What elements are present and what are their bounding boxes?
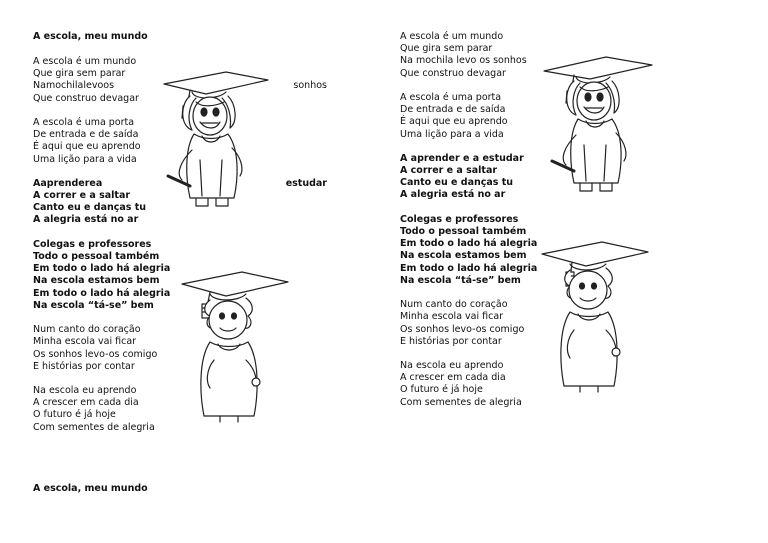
verse-line: Canto eu e danças tu xyxy=(33,202,147,214)
verse-line: Em todo o lado há alegria xyxy=(400,238,538,250)
verse-line: E histórias por contar xyxy=(33,360,135,372)
verse-line: Colegas e professores xyxy=(400,213,519,225)
verse-word: Na xyxy=(33,80,46,92)
verse-word: levo xyxy=(83,80,104,92)
verse-line: Minha escola vai ficar xyxy=(400,311,504,323)
verse-line: É aqui que eu aprendo xyxy=(33,141,141,153)
stanza-3 xyxy=(400,153,537,202)
verse-line: A escola é um mundo xyxy=(400,31,504,42)
verse-line: A aprender e a estudar xyxy=(400,152,524,164)
verse-line: Na escola “tá-se” bem xyxy=(400,274,521,286)
stanza-4 xyxy=(400,214,537,287)
verse-line: A correr e a saltar xyxy=(33,190,131,202)
verse-line: A alegria está no ar xyxy=(400,189,506,201)
verse-line: Na escola “tá-se” bem xyxy=(33,299,154,311)
verse-line: A escola é uma porta xyxy=(400,91,502,103)
verse-line: Minha escola vai ficar xyxy=(33,336,137,348)
verse-line: Com sementes de alegria xyxy=(33,421,155,433)
verse-line: Os sonhos levo-os comigo xyxy=(400,323,525,335)
verse-line: Num canto do coração xyxy=(33,324,141,336)
verse-word: A xyxy=(33,177,41,189)
verse-line: É aqui que eu aprendo xyxy=(400,116,508,128)
verse-line: A escola é uma porta xyxy=(33,116,135,128)
verse-line: Em todo o lado há alegria xyxy=(33,263,171,275)
graduate-girl-illustration xyxy=(156,70,286,210)
verse-line: E histórias por contar xyxy=(400,335,502,347)
verse-line: Todo o pessoal também xyxy=(400,226,527,237)
verse-line: Que gira sem parar xyxy=(400,43,493,55)
verse-line: Na escola estamos bem xyxy=(33,275,160,287)
footer-title: A escola, meu mundo xyxy=(33,483,148,494)
verse-line: A escola é um mundo xyxy=(33,56,137,67)
verse-line: Canto eu e danças tu xyxy=(400,177,514,189)
verse-line: Na escola eu aprendo xyxy=(400,360,504,372)
graduate-boy-illustration xyxy=(540,240,650,395)
verse-line: De entrada e de saída xyxy=(33,129,139,141)
verse-word: e xyxy=(89,177,96,189)
stanza-2 xyxy=(400,92,537,141)
verse-word: a xyxy=(95,177,103,189)
verse-line: Colegas e professores xyxy=(33,238,152,250)
verse-line: A crescer em cada dia xyxy=(400,372,506,384)
verse-line: Uma lição para a vida xyxy=(33,153,137,165)
verse-line: Todo o pessoal também xyxy=(33,251,160,262)
poem-title: A escola, meu mundo xyxy=(33,31,148,42)
verse-line: O futuro é já hoje xyxy=(400,384,483,396)
verse-line: De entrada e de saída xyxy=(400,104,506,116)
graduate-boy-illustration xyxy=(180,270,290,425)
stanza-6 xyxy=(400,360,537,409)
verse-line: A crescer em cada dia xyxy=(33,397,139,409)
verse-word: os xyxy=(103,80,115,92)
verse-line: Que construo devagar xyxy=(33,92,139,104)
verse-line: Que construo devagar xyxy=(400,67,506,79)
verse-line: Na escola estamos bem xyxy=(400,250,527,262)
stanza-1 xyxy=(400,31,537,80)
stanza-5 xyxy=(400,299,537,348)
verse-line: Em todo o lado há alegria xyxy=(400,262,538,274)
verse-line: Com sementes de alegria xyxy=(400,396,522,408)
verse-line: O futuro é já hoje xyxy=(33,409,116,421)
verse-line: Na mochila levo os sonhos xyxy=(400,55,527,67)
graduate-girl-illustration xyxy=(540,55,670,195)
verse-word: aprender xyxy=(40,177,90,189)
verse-line: Que gira sem parar xyxy=(33,68,126,80)
verse-line: Em todo o lado há alegria xyxy=(33,287,171,299)
verse-line: A alegria está no ar xyxy=(33,214,139,226)
verse-line: Na escola eu aprendo xyxy=(33,385,137,397)
verse-line: Num canto do coração xyxy=(400,299,508,311)
verse-word: sonhos xyxy=(293,80,327,92)
verse-line: A correr e a saltar xyxy=(400,165,498,177)
poem-right-column xyxy=(400,31,537,409)
verse-word: estudar xyxy=(285,177,327,189)
verse-line: Os sonhos levo-os comigo xyxy=(33,348,158,360)
verse-line: Uma lição para a vida xyxy=(400,128,504,140)
verse-word: mochila xyxy=(45,80,84,92)
